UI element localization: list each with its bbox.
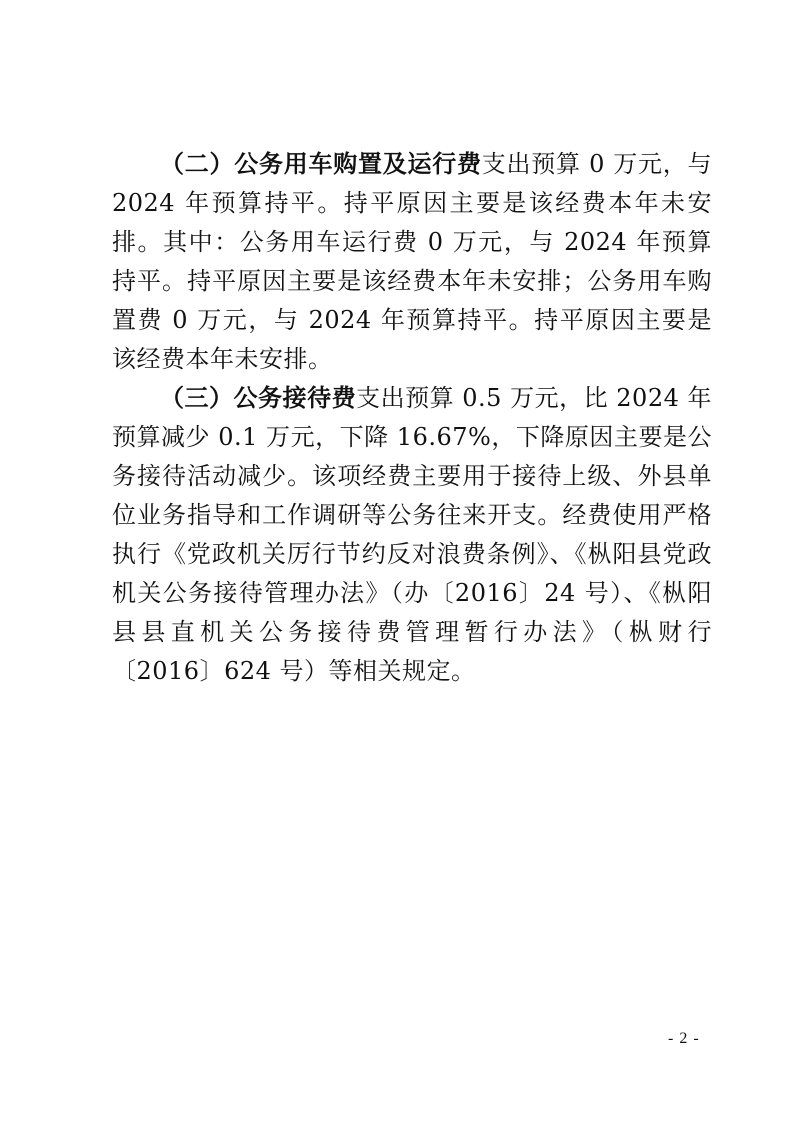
paragraph-text: 支出预算 0.5 万元，比 2024 年预算减少 0.1 万元，下降 16.67%，下降原因主要是公务接待活动减少。该项经费主要用于接待上级、外县单位业务指导和工作调研等公务往来开支。经费使用严格执行《党政机关厉行节约反对浪费条例》、《枞阳县党政机关公务接待管理办法》（办〔2016〕24 号）、《枞阳县县直机关公务接待费管理暂行办法》（枞财行〔2016〕624 号）等相关规定。 bbox=[112, 384, 712, 685]
paragraph-text: 支出预算 0 万元，与 2024 年预算持平。持平原因主要是该经费本年未安排。其中：公务用车运行费 0 万元，与 2024 年预算持平。持平原因主要是该经费本年未安排；公务用车购置费 0 万元，与 2024 年预算持平。持平原因主要是该经费本年未安排。 bbox=[112, 150, 712, 373]
document-body bbox=[112, 145, 712, 691]
paragraph-heading: （三）公务接待费 bbox=[160, 384, 357, 412]
paragraph-heading: （二）公务用车购置及运行费 bbox=[160, 150, 482, 178]
paragraph-reception-expenses bbox=[112, 379, 712, 691]
page-number: - 2 - bbox=[668, 1030, 700, 1047]
paragraph-vehicle-expenses bbox=[112, 145, 712, 379]
